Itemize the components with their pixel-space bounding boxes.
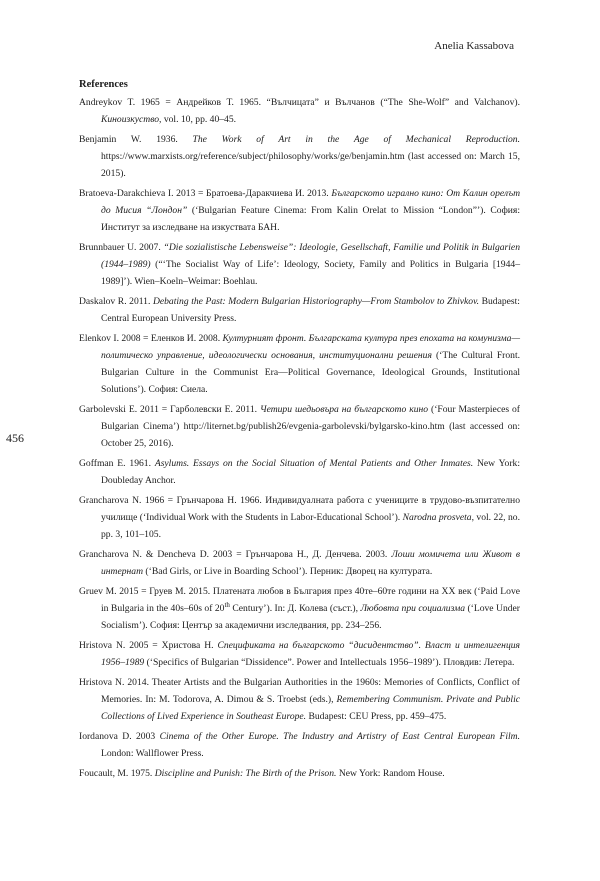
reference-entry: Garbolevski E. 2011 = Гарболевски Е. 2011. Четири шедьовъра на българското кино (‘Four Masterpieces of Bulgarian Cinema’) http://liternet.bg/publish26/evgenia-garbolevski/bylgarsko-kino.htm (last accessed on: October 25, 2016).: [79, 404, 521, 449]
reference-entry: Hristova N. 2014. Theater Artists and the Bulgarian Authorities in the 1960s: Memories of Conflicts, Conflict of Memories. In: M. Todorova, A. Dimou & S. Troebst (eds.), Remembering Communism. Private and Public Collections of Lived Experience in Southeast Europe. Budapest: CEU Press, pp. 459–475.: [79, 677, 521, 722]
reference-entry: Gruev M. 2015 = Груев М. 2015. Платената любов в България през 40те–60те години на XX век (‘Paid Love in Bulgaria in the 40s–60s of 20th Century’). In: Д. Колева (съст.), Любовта при социализма (‘Love Under Socialism’). София: Център за академични изследвания, pp. 234–256.: [79, 586, 520, 631]
reference-entry: Elenkov I. 2008 = Еленков И. 2008. Културният фронт. Българската култура през епохата на комунизма—политическо управление, идеологически основания, институционални решения (‘The Cultural Front. Bulgarian Culture in the Communist Era—Political Governance, Ideological Grounds, Institutional Solutions’). София: Сиела.: [79, 333, 521, 395]
references-heading: References: [79, 79, 128, 90]
page-number: 456: [6, 431, 24, 445]
reference-list: [79, 94, 520, 782]
reference-entry: Benjamin W. 1936. The Work of Art in the Age of Mechanical Reproduction. https://www.marxists.org/reference/subject/philosophy/works/ge/benjamin.htm (last accessed on: March 15, 2015).: [79, 134, 520, 179]
references-section: [79, 79, 520, 785]
reference-entry: Iordanova D. 2003 Cinema of the Other Europe. The Industry and Artistry of East Central European Film. London: Wallflower Press.: [79, 731, 520, 759]
reference-entry: Goffman E. 1961. Asylums. Essays on the Social Situation of Mental Patients and Other Inmates. New York: Doubleday Anchor.: [79, 458, 521, 486]
reference-entry: Brunnbauer U. 2007. “Die sozialistische Lebensweise”: Ideologie, Gesellschaft, Familie und Politik in Bulgarien (1944–1989) (“‘The Socialist Way of Life’: Ideology, Society, Family and Politics in Bulgaria [1944–1989]’). Wien–Koeln–Weimar: Boehlau.: [79, 242, 520, 287]
reference-entry: Daskalov R. 2011. Debating the Past: Modern Bulgarian Historiography—From Stambolov to Zhivkov. Budapest: Central European University Press.: [79, 296, 520, 324]
reference-entry: Grancharova N. 1966 = Грънчарова Н. 1966. Индивидуалната работа с учениците в трудово-възпитателно училище (‘Individual Work with the Students in Labor-Educational School’). Narodna prosveta, vol. 22, no. pp. 3, 101–105.: [79, 495, 520, 540]
reference-entry: Foucault, M. 1975. Discipline and Punish: The Birth of the Prison. New York: Random House.: [79, 768, 445, 779]
reference-entry: Bratoeva-Darakchieva I. 2013 = Братоева-Даракчиева И. 2013. Българското игрално кино: От Калин орелът до Мисия “Лондон” (‘Bulgarian Feature Cinema: From Kalin Orelat to Mission “London”’). София: Институт за изследване на изкуствата БАН.: [79, 188, 520, 233]
reference-entry: Grancharova N. & Dencheva D. 2003 = Грънчарова Н., Д. Денчева. 2003. Лоши момичета или Живот в интернат (‘Bad Girls, or Live in Boarding School’). Перник: Дворец на културата.: [79, 549, 520, 577]
reference-entry: Hristova N. 2005 = Христова Н. Спецификата на българското “дисидентство”. Власт и интелигенция 1956–1989 (‘Specifics of Bulgarian “Dissidence”. Power and Intellectuals 1956–1989’). Пловдив: Летера.: [79, 640, 520, 668]
reference-entry: Andreykov T. 1965 = Андрейков Т. 1965. “Вълчицата” и Вълчанов (“The She-Wolf” and Valchanov). Киноизкуство, vol. 10, pp. 40–45.: [79, 97, 520, 125]
running-header: Anelia Kassabova: [434, 40, 514, 52]
